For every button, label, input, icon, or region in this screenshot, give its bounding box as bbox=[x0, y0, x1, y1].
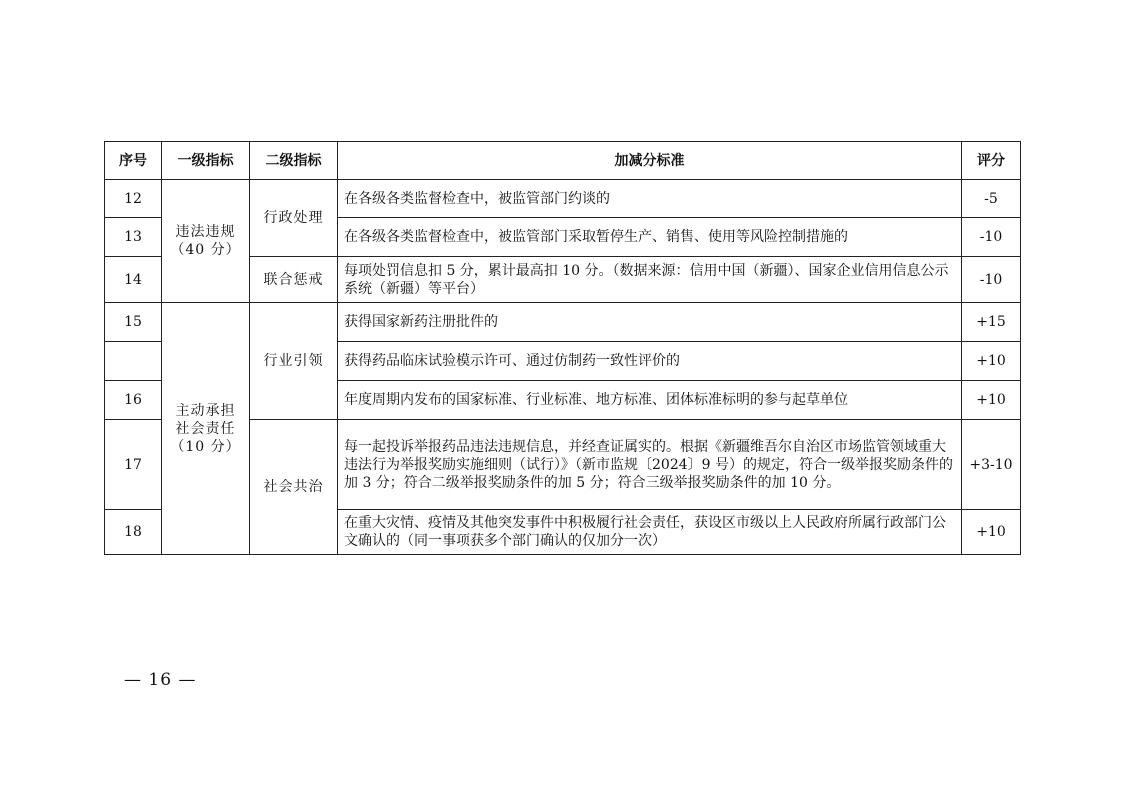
header-score: 评分 bbox=[962, 142, 1021, 180]
header-row bbox=[105, 142, 1021, 180]
row-standard: 获得药品临床试验模示许可、通过仿制药一致性评价的 bbox=[338, 342, 962, 381]
row-no: 12 bbox=[105, 180, 162, 218]
row-standard: 在各级各类监督检查中，被监管部门采取暂停生产、销售、使用等风险控制措施的 bbox=[338, 218, 962, 257]
row-no: 13 bbox=[105, 218, 162, 257]
level2-industry: 行业引领 bbox=[250, 303, 338, 420]
row-standard: 获得国家新药注册批件的 bbox=[338, 303, 962, 342]
row-standard: 在重大灾情、疫情及其他突发事件中积极履行社会责任，获设区市级以上人民政府所属行政部门公文确认的（同一事项获多个部门确认的仅加分一次） bbox=[338, 510, 962, 555]
row-no: 17 bbox=[105, 420, 162, 510]
level1-responsibility-points: （10 分） bbox=[170, 438, 241, 455]
level2-joint: 联合惩戒 bbox=[250, 257, 338, 303]
row-score: +10 bbox=[962, 381, 1021, 420]
row-standard: 在各级各类监督检查中，被监管部门约谈的 bbox=[338, 180, 962, 218]
level1-responsibility-name-line1: 主动承担 bbox=[175, 402, 236, 419]
level1-violation-name: 违法违规 bbox=[175, 224, 236, 240]
score-table bbox=[104, 141, 1021, 555]
level1-responsibility-name-line2: 社会责任 bbox=[175, 420, 236, 437]
level2-social: 社会共治 bbox=[250, 420, 338, 555]
row-no: 15 bbox=[105, 303, 162, 342]
row-score: -10 bbox=[962, 218, 1021, 257]
header-standard: 加减分标准 bbox=[338, 142, 962, 180]
level1-violation bbox=[162, 180, 250, 303]
row-no: 18 bbox=[105, 510, 162, 555]
row-no bbox=[105, 342, 162, 381]
row-score: +10 bbox=[962, 342, 1021, 381]
header-no: 序号 bbox=[105, 142, 162, 180]
header-level2: 二级指标 bbox=[250, 142, 338, 180]
level2-admin: 行政处理 bbox=[250, 180, 338, 257]
row-no: 16 bbox=[105, 381, 162, 420]
row-score: +3-10 bbox=[962, 420, 1021, 510]
row-score: -10 bbox=[962, 257, 1021, 303]
row-score: -5 bbox=[962, 180, 1021, 218]
row-standard: 每项处罚信息扣 5 分，累计最高扣 10 分。（数据来源：信用中国（新疆）、国家企业信用信息公示系统（新疆）等平台） bbox=[338, 257, 962, 303]
row-standard: 年度周期内发布的国家标准、行业标准、地方标准、团体标准标明的参与起草单位 bbox=[338, 381, 962, 420]
row-no: 14 bbox=[105, 257, 162, 303]
level1-violation-points: （40 分） bbox=[170, 242, 241, 258]
page-number: — 16 — bbox=[124, 670, 197, 690]
header-level1: 一级指标 bbox=[162, 142, 250, 180]
row-standard: 每一起投诉举报药品违法违规信息，并经查证属实的。根据《新疆维吾尔自治区市场监管领域重大违法行为举报奖励实施细则（试行）》（新市监规〔2024〕9 号）的规定，符合一级举报奖励条件的加 3 分；符合二级举报奖励条件的加 5 分；符合三级举报奖励条件的加 10 分。 bbox=[338, 420, 962, 510]
row-score: +10 bbox=[962, 510, 1021, 555]
level1-responsibility bbox=[162, 303, 250, 555]
row-score: +15 bbox=[962, 303, 1021, 342]
table-row bbox=[105, 303, 1021, 342]
table-row bbox=[105, 180, 1021, 218]
